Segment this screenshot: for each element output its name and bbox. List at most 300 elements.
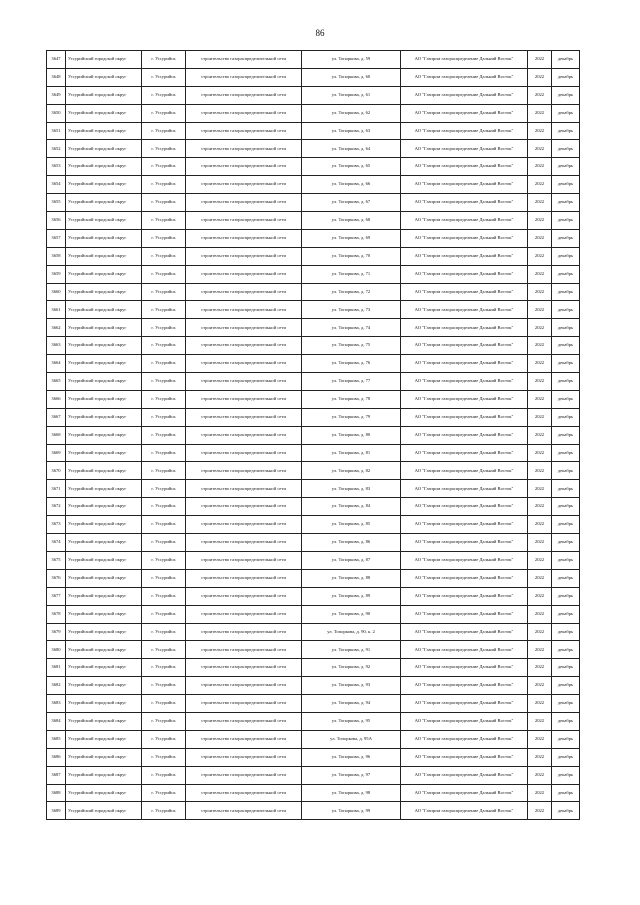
address-cell: ул. Топоркова, д. 68	[302, 212, 401, 230]
table-row	[47, 605, 580, 623]
organization-cell: АО "Газпром газораспределение Дальний Восток"	[401, 784, 528, 802]
row-number-cell: 3652	[47, 140, 66, 158]
work-type-cell: строительство газораспределительной сети	[186, 373, 302, 391]
table-row	[47, 766, 580, 784]
row-number-cell: 3654	[47, 176, 66, 194]
address-cell: ул. Топоркова, д. 86	[302, 534, 401, 552]
year-cell: 2022	[528, 748, 552, 766]
year-cell: 2022	[528, 265, 552, 283]
city-cell: г. Уссурийск	[142, 194, 186, 212]
address-cell: ул. Топоркова, д. 83	[302, 480, 401, 498]
month-cell: декабрь	[552, 748, 580, 766]
row-number-cell: 3656	[47, 212, 66, 230]
work-type-cell: строительство газораспределительной сети	[186, 551, 302, 569]
organization-cell: АО "Газпром газораспределение Дальний Восток"	[401, 355, 528, 373]
table-row	[47, 444, 580, 462]
year-cell: 2022	[528, 373, 552, 391]
district-cell: Уссурийский городской округ	[66, 695, 142, 713]
work-type-cell: строительство газораспределительной сети	[186, 730, 302, 748]
table-row	[47, 319, 580, 337]
table-row	[47, 426, 580, 444]
address-cell: ул. Топоркова, д. 76	[302, 355, 401, 373]
district-cell: Уссурийский городской округ	[66, 480, 142, 498]
city-cell: г. Уссурийск	[142, 68, 186, 86]
city-cell: г. Уссурийск	[142, 641, 186, 659]
city-cell: г. Уссурийск	[142, 247, 186, 265]
year-cell: 2022	[528, 641, 552, 659]
city-cell: г. Уссурийск	[142, 695, 186, 713]
organization-cell: АО "Газпром газораспределение Дальний Восток"	[401, 158, 528, 176]
work-type-cell: строительство газораспределительной сети	[186, 140, 302, 158]
district-cell: Уссурийский городской округ	[66, 766, 142, 784]
city-cell: г. Уссурийск	[142, 677, 186, 695]
work-type-cell: строительство газораспределительной сети	[186, 122, 302, 140]
table-row	[47, 86, 580, 104]
organization-cell: АО "Газпром газораспределение Дальний Восток"	[401, 373, 528, 391]
table-row	[47, 408, 580, 426]
district-cell: Уссурийский городской округ	[66, 140, 142, 158]
address-cell: ул. Топоркова, д. 79	[302, 408, 401, 426]
year-cell: 2022	[528, 140, 552, 158]
year-cell: 2022	[528, 122, 552, 140]
table-row	[47, 677, 580, 695]
organization-cell: АО "Газпром газораспределение Дальний Восток"	[401, 605, 528, 623]
work-type-cell: строительство газораспределительной сети	[186, 104, 302, 122]
month-cell: декабрь	[552, 498, 580, 516]
organization-cell: АО "Газпром газораспределение Дальний Восток"	[401, 283, 528, 301]
district-cell: Уссурийский городской округ	[66, 122, 142, 140]
city-cell: г. Уссурийск	[142, 784, 186, 802]
city-cell: г. Уссурийск	[142, 408, 186, 426]
work-type-cell: строительство газораспределительной сети	[186, 337, 302, 355]
month-cell: декабрь	[552, 390, 580, 408]
city-cell: г. Уссурийск	[142, 51, 186, 69]
work-type-cell: строительство газораспределительной сети	[186, 802, 302, 820]
city-cell: г. Уссурийск	[142, 319, 186, 337]
address-cell: ул. Топоркова, д. 81	[302, 444, 401, 462]
row-number-cell: 3684	[47, 712, 66, 730]
row-number-cell: 3666	[47, 390, 66, 408]
city-cell: г. Уссурийск	[142, 158, 186, 176]
organization-cell: АО "Газпром газораспределение Дальний Восток"	[401, 319, 528, 337]
address-cell: ул. Топоркова, д. 85	[302, 516, 401, 534]
address-cell: ул. Топоркова, д. 88	[302, 569, 401, 587]
month-cell: декабрь	[552, 784, 580, 802]
month-cell: декабрь	[552, 86, 580, 104]
district-cell: Уссурийский городской округ	[66, 373, 142, 391]
organization-cell: АО "Газпром газораспределение Дальний Восток"	[401, 265, 528, 283]
city-cell: г. Уссурийск	[142, 534, 186, 552]
organization-cell: АО "Газпром газораспределение Дальний Восток"	[401, 176, 528, 194]
address-cell: ул. Топоркова, д. 64	[302, 140, 401, 158]
month-cell: декабрь	[552, 319, 580, 337]
table-row	[47, 176, 580, 194]
address-cell: ул. Топоркова, д. 72	[302, 283, 401, 301]
month-cell: декабрь	[552, 730, 580, 748]
district-cell: Уссурийский городской округ	[66, 498, 142, 516]
work-type-cell: строительство газораспределительной сети	[186, 176, 302, 194]
address-cell: ул. Топоркова, д. 84	[302, 498, 401, 516]
month-cell: декабрь	[552, 534, 580, 552]
row-number-cell: 3662	[47, 319, 66, 337]
city-cell: г. Уссурийск	[142, 498, 186, 516]
month-cell: декабрь	[552, 247, 580, 265]
year-cell: 2022	[528, 68, 552, 86]
organization-cell: АО "Газпром газораспределение Дальний Восток"	[401, 462, 528, 480]
address-cell: ул. Топоркова, д. 71	[302, 265, 401, 283]
work-type-cell: строительство газораспределительной сети	[186, 516, 302, 534]
month-cell: декабрь	[552, 677, 580, 695]
month-cell: декабрь	[552, 194, 580, 212]
row-number-cell: 3660	[47, 283, 66, 301]
year-cell: 2022	[528, 623, 552, 641]
table-row	[47, 265, 580, 283]
address-cell: ул. Топоркова, д. 97	[302, 766, 401, 784]
district-cell: Уссурийский городской округ	[66, 68, 142, 86]
row-number-cell: 3677	[47, 587, 66, 605]
organization-cell: АО "Газпром газораспределение Дальний Восток"	[401, 712, 528, 730]
city-cell: г. Уссурийск	[142, 212, 186, 230]
district-cell: Уссурийский городской округ	[66, 802, 142, 820]
row-number-cell: 3657	[47, 229, 66, 247]
table-row	[47, 659, 580, 677]
organization-cell: АО "Газпром газораспределение Дальний Восток"	[401, 551, 528, 569]
organization-cell: АО "Газпром газораспределение Дальний Восток"	[401, 408, 528, 426]
district-cell: Уссурийский городской округ	[66, 712, 142, 730]
district-cell: Уссурийский городской округ	[66, 212, 142, 230]
organization-cell: АО "Газпром газораспределение Дальний Восток"	[401, 534, 528, 552]
registry-table	[46, 50, 580, 820]
row-number-cell: 3673	[47, 516, 66, 534]
month-cell: декабрь	[552, 176, 580, 194]
address-cell: ул. Топоркова, д. 61	[302, 86, 401, 104]
month-cell: декабрь	[552, 569, 580, 587]
year-cell: 2022	[528, 498, 552, 516]
address-cell: ул. Топоркова, д. 91	[302, 641, 401, 659]
district-cell: Уссурийский городской округ	[66, 194, 142, 212]
district-cell: Уссурийский городской округ	[66, 158, 142, 176]
registry-table-body	[47, 51, 580, 820]
table-row	[47, 68, 580, 86]
address-cell: ул. Топоркова, д. 60	[302, 68, 401, 86]
table-row	[47, 283, 580, 301]
district-cell: Уссурийский городской округ	[66, 283, 142, 301]
work-type-cell: строительство газораспределительной сети	[186, 748, 302, 766]
district-cell: Уссурийский городской округ	[66, 444, 142, 462]
year-cell: 2022	[528, 212, 552, 230]
district-cell: Уссурийский городской округ	[66, 677, 142, 695]
work-type-cell: строительство газораспределительной сети	[186, 68, 302, 86]
district-cell: Уссурийский городской округ	[66, 551, 142, 569]
organization-cell: АО "Газпром газораспределение Дальний Восток"	[401, 51, 528, 69]
city-cell: г. Уссурийск	[142, 355, 186, 373]
month-cell: декабрь	[552, 712, 580, 730]
month-cell: декабрь	[552, 516, 580, 534]
row-number-cell: 3667	[47, 408, 66, 426]
address-cell: ул. Топоркова, д. 98	[302, 784, 401, 802]
work-type-cell: строительство газораспределительной сети	[186, 480, 302, 498]
district-cell: Уссурийский городской округ	[66, 462, 142, 480]
organization-cell: АО "Газпром газораспределение Дальний Восток"	[401, 104, 528, 122]
table-row	[47, 498, 580, 516]
year-cell: 2022	[528, 51, 552, 69]
year-cell: 2022	[528, 194, 552, 212]
row-number-cell: 3678	[47, 605, 66, 623]
row-number-cell: 3680	[47, 641, 66, 659]
year-cell: 2022	[528, 605, 552, 623]
year-cell: 2022	[528, 587, 552, 605]
organization-cell: АО "Газпром газораспределение Дальний Восток"	[401, 122, 528, 140]
address-cell: ул. Топоркова, д. 70	[302, 247, 401, 265]
address-cell: ул. Топоркова, д. 87	[302, 551, 401, 569]
work-type-cell: строительство газораспределительной сети	[186, 712, 302, 730]
address-cell: ул. Топоркова, д. 62	[302, 104, 401, 122]
city-cell: г. Уссурийск	[142, 265, 186, 283]
city-cell: г. Уссурийск	[142, 605, 186, 623]
table-row	[47, 301, 580, 319]
month-cell: декабрь	[552, 587, 580, 605]
district-cell: Уссурийский городской округ	[66, 104, 142, 122]
table-row	[47, 587, 580, 605]
address-cell: ул. Топоркова, д. 75	[302, 337, 401, 355]
month-cell: декабрь	[552, 140, 580, 158]
address-cell: ул. Топоркова, д. 69	[302, 229, 401, 247]
month-cell: декабрь	[552, 695, 580, 713]
month-cell: декабрь	[552, 480, 580, 498]
organization-cell: АО "Газпром газораспределение Дальний Восток"	[401, 426, 528, 444]
district-cell: Уссурийский городской округ	[66, 337, 142, 355]
table-row	[47, 194, 580, 212]
district-cell: Уссурийский городской округ	[66, 605, 142, 623]
year-cell: 2022	[528, 408, 552, 426]
address-cell: ул. Топоркова, д. 74	[302, 319, 401, 337]
city-cell: г. Уссурийск	[142, 229, 186, 247]
address-cell: ул. Топоркова, д. 63	[302, 122, 401, 140]
city-cell: г. Уссурийск	[142, 623, 186, 641]
work-type-cell: строительство газораспределительной сети	[186, 229, 302, 247]
year-cell: 2022	[528, 659, 552, 677]
row-number-cell: 3669	[47, 444, 66, 462]
city-cell: г. Уссурийск	[142, 748, 186, 766]
work-type-cell: строительство газораспределительной сети	[186, 534, 302, 552]
year-cell: 2022	[528, 551, 552, 569]
city-cell: г. Уссурийск	[142, 516, 186, 534]
row-number-cell: 3659	[47, 265, 66, 283]
table-row	[47, 104, 580, 122]
district-cell: Уссурийский городской округ	[66, 355, 142, 373]
organization-cell: АО "Газпром газораспределение Дальний Восток"	[401, 212, 528, 230]
city-cell: г. Уссурийск	[142, 104, 186, 122]
work-type-cell: строительство газораспределительной сети	[186, 408, 302, 426]
work-type-cell: строительство газораспределительной сети	[186, 695, 302, 713]
row-number-cell: 3653	[47, 158, 66, 176]
district-cell: Уссурийский городской округ	[66, 408, 142, 426]
row-number-cell: 3671	[47, 480, 66, 498]
table-row	[47, 373, 580, 391]
month-cell: декабрь	[552, 104, 580, 122]
year-cell: 2022	[528, 337, 552, 355]
year-cell: 2022	[528, 784, 552, 802]
row-number-cell: 3686	[47, 748, 66, 766]
row-number-cell: 3674	[47, 534, 66, 552]
row-number-cell: 3675	[47, 551, 66, 569]
district-cell: Уссурийский городской округ	[66, 587, 142, 605]
organization-cell: АО "Газпром газораспределение Дальний Восток"	[401, 229, 528, 247]
organization-cell: АО "Газпром газораспределение Дальний Восток"	[401, 677, 528, 695]
district-cell: Уссурийский городской округ	[66, 623, 142, 641]
month-cell: декабрь	[552, 444, 580, 462]
organization-cell: АО "Газпром газораспределение Дальний Восток"	[401, 247, 528, 265]
year-cell: 2022	[528, 444, 552, 462]
table-row	[47, 247, 580, 265]
work-type-cell: строительство газораспределительной сети	[186, 641, 302, 659]
row-number-cell: 3650	[47, 104, 66, 122]
city-cell: г. Уссурийск	[142, 373, 186, 391]
table-row	[47, 51, 580, 69]
organization-cell: АО "Газпром газораспределение Дальний Восток"	[401, 569, 528, 587]
month-cell: декабрь	[552, 337, 580, 355]
row-number-cell: 3685	[47, 730, 66, 748]
month-cell: декабрь	[552, 212, 580, 230]
work-type-cell: строительство газораспределительной сети	[186, 444, 302, 462]
work-type-cell: строительство газораспределительной сети	[186, 677, 302, 695]
year-cell: 2022	[528, 534, 552, 552]
city-cell: г. Уссурийск	[142, 587, 186, 605]
row-number-cell: 3651	[47, 122, 66, 140]
organization-cell: АО "Газпром газораспределение Дальний Восток"	[401, 337, 528, 355]
address-cell: ул. Топоркова, д. 77	[302, 373, 401, 391]
row-number-cell: 3676	[47, 569, 66, 587]
year-cell: 2022	[528, 158, 552, 176]
city-cell: г. Уссурийск	[142, 569, 186, 587]
city-cell: г. Уссурийск	[142, 712, 186, 730]
district-cell: Уссурийский городской округ	[66, 229, 142, 247]
table-row	[47, 641, 580, 659]
month-cell: декабрь	[552, 462, 580, 480]
year-cell: 2022	[528, 677, 552, 695]
work-type-cell: строительство газораспределительной сети	[186, 766, 302, 784]
year-cell: 2022	[528, 86, 552, 104]
row-number-cell: 3665	[47, 373, 66, 391]
table-row	[47, 784, 580, 802]
year-cell: 2022	[528, 283, 552, 301]
row-number-cell: 3672	[47, 498, 66, 516]
month-cell: декабрь	[552, 623, 580, 641]
address-cell: ул. Топоркова, д. 82	[302, 462, 401, 480]
organization-cell: АО "Газпром газораспределение Дальний Восток"	[401, 641, 528, 659]
organization-cell: АО "Газпром газораспределение Дальний Восток"	[401, 623, 528, 641]
address-cell: ул. Топоркова, д. 66	[302, 176, 401, 194]
month-cell: декабрь	[552, 301, 580, 319]
month-cell: декабрь	[552, 641, 580, 659]
row-number-cell: 3664	[47, 355, 66, 373]
year-cell: 2022	[528, 480, 552, 498]
address-cell: ул. Топоркова, д. 93	[302, 677, 401, 695]
district-cell: Уссурийский городской округ	[66, 426, 142, 444]
organization-cell: АО "Газпром газораспределение Дальний Восток"	[401, 86, 528, 104]
city-cell: г. Уссурийск	[142, 140, 186, 158]
table-row	[47, 158, 580, 176]
address-cell: ул. Топоркова, д. 90	[302, 605, 401, 623]
city-cell: г. Уссурийск	[142, 551, 186, 569]
district-cell: Уссурийский городской округ	[66, 748, 142, 766]
table-row	[47, 462, 580, 480]
organization-cell: АО "Газпром газораспределение Дальний Восток"	[401, 748, 528, 766]
month-cell: декабрь	[552, 426, 580, 444]
work-type-cell: строительство газораспределительной сети	[186, 569, 302, 587]
district-cell: Уссурийский городской округ	[66, 176, 142, 194]
address-cell: ул. Топоркова, д. 96	[302, 748, 401, 766]
work-type-cell: строительство газораспределительной сети	[186, 51, 302, 69]
row-number-cell: 3689	[47, 802, 66, 820]
table-row	[47, 337, 580, 355]
row-number-cell: 3681	[47, 659, 66, 677]
work-type-cell: строительство газораспределительной сети	[186, 587, 302, 605]
work-type-cell: строительство газораспределительной сети	[186, 390, 302, 408]
address-cell: ул. Топоркова, д. 73	[302, 301, 401, 319]
month-cell: декабрь	[552, 355, 580, 373]
year-cell: 2022	[528, 569, 552, 587]
table-row	[47, 229, 580, 247]
organization-cell: АО "Газпром газораспределение Дальний Восток"	[401, 301, 528, 319]
year-cell: 2022	[528, 355, 552, 373]
district-cell: Уссурийский городской округ	[66, 51, 142, 69]
table-row	[47, 712, 580, 730]
district-cell: Уссурийский городской округ	[66, 730, 142, 748]
year-cell: 2022	[528, 176, 552, 194]
month-cell: декабрь	[552, 408, 580, 426]
city-cell: г. Уссурийск	[142, 426, 186, 444]
work-type-cell: строительство газораспределительной сети	[186, 784, 302, 802]
table-row	[47, 390, 580, 408]
organization-cell: АО "Газпром газораспределение Дальний Восток"	[401, 802, 528, 820]
table-row	[47, 730, 580, 748]
table-row	[47, 355, 580, 373]
row-number-cell: 3648	[47, 68, 66, 86]
table-row	[47, 122, 580, 140]
district-cell: Уссурийский городской округ	[66, 86, 142, 104]
district-cell: Уссурийский городской округ	[66, 301, 142, 319]
city-cell: г. Уссурийск	[142, 802, 186, 820]
table-row	[47, 551, 580, 569]
year-cell: 2022	[528, 695, 552, 713]
year-cell: 2022	[528, 516, 552, 534]
month-cell: декабрь	[552, 265, 580, 283]
month-cell: декабрь	[552, 122, 580, 140]
organization-cell: АО "Газпром газораспределение Дальний Восток"	[401, 498, 528, 516]
city-cell: г. Уссурийск	[142, 337, 186, 355]
address-cell: ул. Топоркова, д. 89	[302, 587, 401, 605]
month-cell: декабрь	[552, 766, 580, 784]
city-cell: г. Уссурийск	[142, 86, 186, 104]
table-row	[47, 695, 580, 713]
work-type-cell: строительство газораспределительной сети	[186, 194, 302, 212]
work-type-cell: строительство газораспределительной сети	[186, 319, 302, 337]
month-cell: декабрь	[552, 283, 580, 301]
organization-cell: АО "Газпром газораспределение Дальний Восток"	[401, 516, 528, 534]
district-cell: Уссурийский городской округ	[66, 641, 142, 659]
organization-cell: АО "Газпром газораспределение Дальний Восток"	[401, 68, 528, 86]
city-cell: г. Уссурийск	[142, 766, 186, 784]
row-number-cell: 3655	[47, 194, 66, 212]
work-type-cell: строительство газораспределительной сети	[186, 623, 302, 641]
address-cell: ул. Топоркова, д. 59	[302, 51, 401, 69]
page-number: 86	[315, 28, 325, 38]
organization-cell: АО "Газпром газораспределение Дальний Восток"	[401, 766, 528, 784]
district-cell: Уссурийский городской округ	[66, 247, 142, 265]
organization-cell: АО "Газпром газораспределение Дальний Восток"	[401, 730, 528, 748]
work-type-cell: строительство газораспределительной сети	[186, 462, 302, 480]
